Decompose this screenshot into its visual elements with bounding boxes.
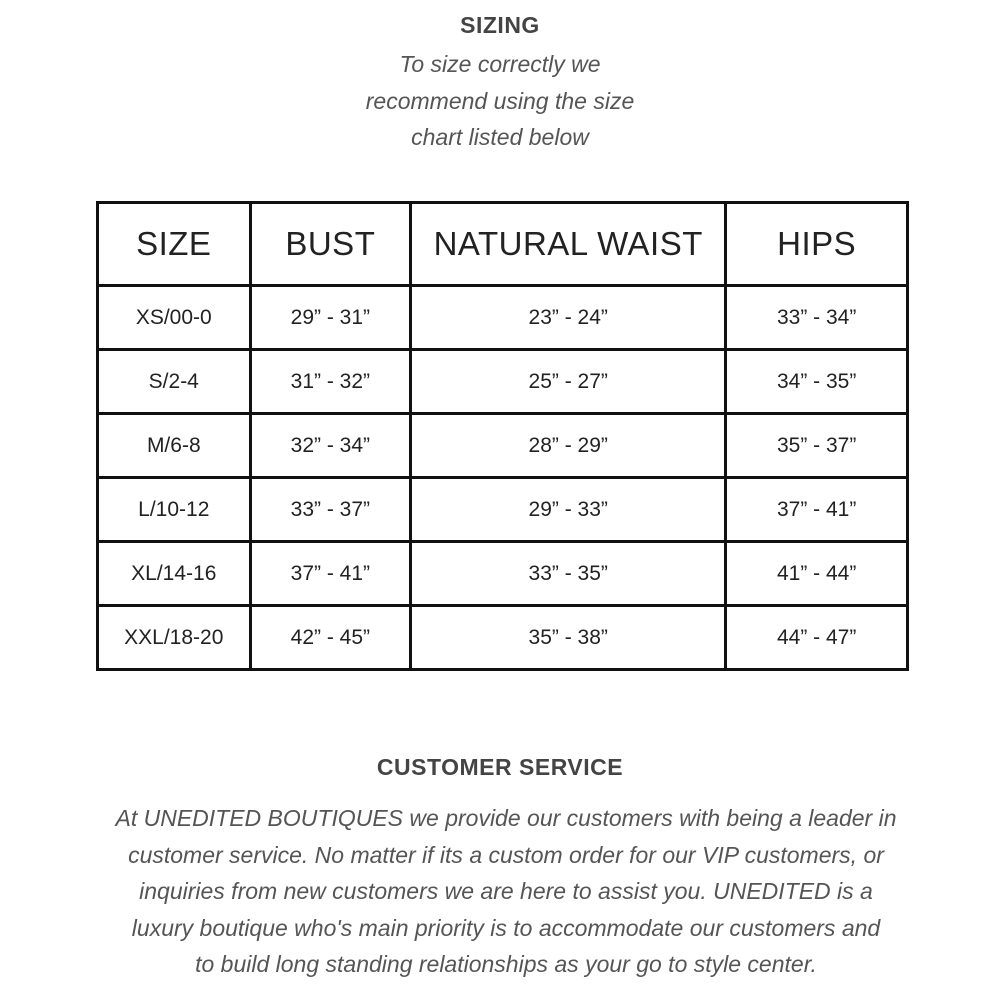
hips-cell: 34” - 35” — [726, 350, 908, 414]
table-row — [98, 350, 908, 414]
customer-service-line: luxury boutique who's main priority is to accommodate our customers and — [131, 914, 881, 941]
waist-cell: 28” - 29” — [411, 414, 726, 478]
customer-service-line: inquiries from new customers we are here to assist you. UNEDITED is a — [139, 878, 873, 904]
hips-cell: 41” - 44” — [726, 542, 908, 606]
size-cell: XXL/18-20 — [98, 606, 251, 670]
bust-cell: 37” - 41” — [250, 542, 411, 606]
header-bust: BUST — [250, 203, 411, 286]
hips-cell: 35” - 37” — [726, 414, 908, 478]
bust-cell: 31” - 32” — [250, 350, 411, 414]
customer-service-text — [100, 800, 912, 983]
waist-cell: 25” - 27” — [411, 350, 726, 414]
customer-service-line: At UNEDITED BOUTIQUES we provide our customers with being a leader in — [115, 805, 897, 831]
customer-service-line: customer service. No matter if its a custom order for our VIP customers, or — [128, 841, 884, 868]
header-natural-waist: NATURAL WAIST — [411, 203, 726, 286]
size-cell: XL/14-16 — [98, 542, 251, 606]
sizing-intro-line: chart listed below — [411, 124, 589, 150]
hips-cell: 44” - 47” — [726, 606, 908, 670]
waist-cell: 23” - 24” — [411, 286, 726, 350]
customer-service-title: CUSTOMER SERVICE — [376, 754, 624, 780]
bust-cell: 42” - 45” — [250, 606, 411, 670]
size-cell: L/10-12 — [98, 478, 251, 542]
waist-cell: 29” - 33” — [411, 478, 726, 542]
bust-cell: 29” - 31” — [250, 286, 411, 350]
customer-service-line: to build long standing relationships as your go to style center. — [195, 951, 817, 977]
table-row — [98, 606, 908, 670]
sizing-intro — [300, 46, 700, 156]
hips-cell: 33” - 34” — [726, 286, 908, 350]
sizing-intro-line: recommend using the size — [365, 87, 635, 114]
sizing-title: SIZING — [460, 12, 540, 38]
size-cell: S/2-4 — [98, 350, 251, 414]
header-hips: HIPS — [726, 203, 908, 286]
waist-cell: 33” - 35” — [411, 542, 726, 606]
table-row — [98, 542, 908, 606]
table-row — [98, 478, 908, 542]
table-header-row — [98, 203, 908, 286]
bust-cell: 32” - 34” — [250, 414, 411, 478]
size-cell: XS/00-0 — [98, 286, 251, 350]
hips-cell: 37” - 41” — [726, 478, 908, 542]
table-row — [98, 286, 908, 350]
size-chart-table — [96, 201, 909, 671]
header-size: SIZE — [98, 203, 251, 286]
table-row — [98, 414, 908, 478]
sizing-intro-line: To size correctly we — [399, 51, 601, 77]
bust-cell: 33” - 37” — [250, 478, 411, 542]
size-cell: M/6-8 — [98, 414, 251, 478]
waist-cell: 35” - 38” — [411, 606, 726, 670]
